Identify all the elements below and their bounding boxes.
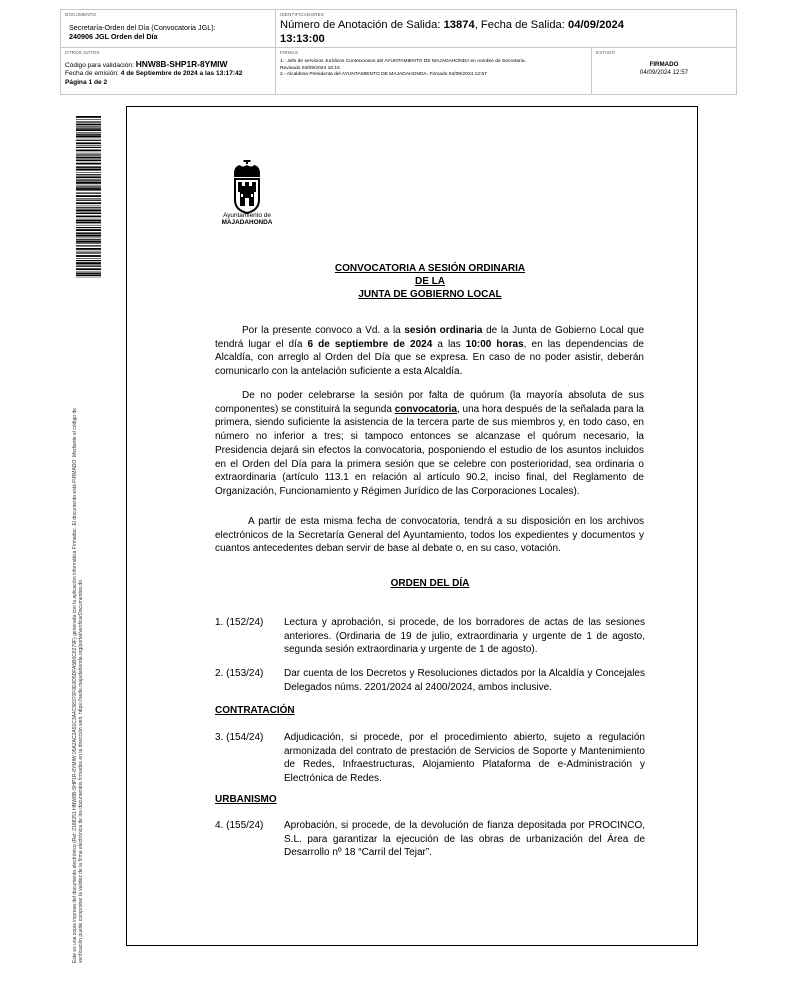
p1-sesion: sesión ordinaria xyxy=(404,325,483,336)
agenda-item xyxy=(215,616,645,661)
logo-caption xyxy=(212,212,282,227)
validation-code: HNW8B-SHP1R-8YMIW xyxy=(135,59,228,69)
paragraph-quorum xyxy=(215,389,644,499)
logo-line2: MAJADAHONDA xyxy=(221,219,273,227)
agenda-item-number: 3. (154/24) xyxy=(215,732,264,743)
paragraph-archivos xyxy=(215,515,644,556)
estado-status: FIRMADO xyxy=(649,61,679,68)
anotacion-prefix: Número de Anotación de Salida: xyxy=(280,19,444,31)
agenda-item-text: Lectura y aprobación, si procede, de los borradores de actas de las sesiones anteriores. (Ordinaria de 19 de julio, extraordinaria y urgente de 1 de agosto, segunda sesión extraordinaria y urgente de 1 de agosto). xyxy=(284,617,645,655)
title-line1: CONVOCATORIA A SESIÓN ORDINARIA xyxy=(334,263,526,274)
section-urbanismo: URBANISMO xyxy=(215,794,277,805)
anotacion-fecha: 04/09/2024 xyxy=(568,19,624,31)
p1-fecha: 6 de septiembre de 2024 xyxy=(307,338,433,350)
anotacion-salida xyxy=(280,18,730,46)
firma-1-revisado: Revisado 04/09/2024 10:15 xyxy=(280,65,340,71)
emision-label: Fecha de emisión: xyxy=(65,70,121,78)
page-count: Página 1 de 2 xyxy=(65,78,108,86)
documento-line1: Secretaría-Orden del Día (Convocatoria JGL): xyxy=(69,23,216,32)
paragraph-convocatoria xyxy=(215,324,644,379)
agenda-item-text: Dar cuenta de los Decretos y Resoluciones dictados por la Alcaldía y Concejales Delegados núms. 2201/2024 al 2400/2024, ambos inclusive. xyxy=(284,668,645,693)
identificadores-label: IDENTIFICADORES xyxy=(280,12,325,17)
verification-side-note xyxy=(72,293,84,963)
estado-label: ESTADO xyxy=(596,50,616,55)
estado-cell xyxy=(592,48,736,94)
p1-c: de la Junta de Gobierno Local que tendrá lugar el día xyxy=(215,325,645,350)
p1-e: a las xyxy=(432,338,466,350)
agenda-item-number: 4. (155/24) xyxy=(215,820,264,831)
estado-fecha: 04/09/2024 12:57 xyxy=(639,69,689,76)
firmas-cell xyxy=(276,48,592,94)
side-note-line2: verificación puede comprobar la validez de la firma electrónica de los documentos firmados en la dirección web: https://sede.majadahonda.org/portal/verificarDocumentos.do xyxy=(78,580,85,963)
p2-convocatoria: convocatoria xyxy=(394,403,457,415)
identificadores-cell xyxy=(276,10,736,48)
documento-line2: 240906 JGL Orden del Día xyxy=(69,32,158,41)
section-contratacion: CONTRATACIÓN xyxy=(215,705,295,716)
p2-a: De no poder celebrarse la sesión por falta de quórum (la mayoría absoluta de sus componentes) se constituirá la segunda xyxy=(215,390,644,415)
anotacion-mid: , Fecha de Salida: xyxy=(474,19,568,31)
side-note-line1: Este es una copia impresa del documento electrónico (Ref: 2188251 HNW8B-SHP1R-8YMIW 05A2AC2A51C3A4C98370F0E0D5DFA5B0C8279F) generada con la aplicación informática Firmadoc. El documento está FIRMADO. Mediante el código de xyxy=(72,407,78,963)
codigo-label: Código para validación: xyxy=(65,62,136,69)
agenda-item xyxy=(215,819,645,863)
agenda-item-number: 1. (152/24) xyxy=(215,617,264,628)
firma-2: 2.- Alcaldesa Presidenta del AYUNTAMIENTO DE MAJADAHONDA. Firmado 04/09/2024 12:57 xyxy=(280,72,487,78)
otros-label: OTROS DATOS xyxy=(65,50,100,55)
agenda-item xyxy=(215,731,645,787)
barcode xyxy=(76,116,101,278)
logo-line1: Ayuntamiento de xyxy=(223,212,271,219)
p3-text: A partir de esta misma fecha de convocatoria, tendrá a su disposición en los archivos electrónicos de la Secretaría General del Ayuntamiento, todos los expedientes y documentos y cuantos antecedentes deban servir de base al debate o, en su caso, votación. xyxy=(215,516,644,555)
document-header xyxy=(60,9,737,95)
documento-label: DOCUMENTO xyxy=(65,12,97,17)
firmas-label: FIRMAS xyxy=(280,50,299,55)
title-line3: JUNTA DE GOBIERNO LOCAL xyxy=(358,289,502,300)
otros-datos-cell xyxy=(61,48,276,94)
p1-a: Por la presente convoco a Vd. a la xyxy=(242,325,405,336)
agenda-item-text: Aprobación, si procede, de la devolución de fianza depositada por PROCINCO, S.L. para garantizar la ejecución de las obras de urbanización del Área de Desarrollo nº 18 “Carril del Tejar”. xyxy=(284,820,645,858)
document-title xyxy=(215,262,645,301)
p2-c: , una hora después de la señalada para la primera, siendo suficiente la asistencia de la tercera parte de sus miembros y, en todo caso, en número no inferior a tres; si tampoco entonces se alcanzase el quórum necesario, la Presidencia dejará sin efectos la convocatoria, posponiendo el estudio de los asuntos incluidos en el Orden del Día para la primera sesión que se celebre con posterioridad, sea ordinaria o extraordinaria (artículo 113.1 en relación al artículo 90.2, inciso final, del Reglamento de Organización, Funcionamiento y Régimen Jurídico de las Corporaciones Locales). xyxy=(215,403,644,497)
title-line2: DE LA xyxy=(415,276,445,287)
agenda-item-number: 2. (153/24) xyxy=(215,668,264,679)
orden-del-dia-title: ORDEN DEL DÍA xyxy=(390,578,470,589)
anotacion-num: 13874 xyxy=(443,19,475,31)
firma-1: 1.- Jefe de servicios Jurídicos Contenciosos del AYUNTAMIENTO DE MAJADAHONDA en nombre de Secretaría. xyxy=(280,59,526,64)
agenda-item xyxy=(215,667,645,697)
p1-g: , en las dependencias de Alcaldía, con arreglo al Orden del Día que se expresa. En caso de no poder asistir, deberán comunicarlo con la antelación suficiente a esta Alcaldía. xyxy=(215,338,644,378)
documento-cell xyxy=(61,10,276,48)
p1-hora: 10:00 horas xyxy=(465,338,524,350)
emision-date: 4 de Septiembre de 2024 a las 13:17:42 xyxy=(120,70,243,78)
agenda-item-text: Adjudicación, si procede, por el procedimiento abierto, sujeto a regulación armonizada del contrato de prestación de Servicios de Soporte y Mantenimiento de Redes, Infraestructuras, Alojamiento Plataforma de e-Administración y Electrónica de Redes. xyxy=(284,732,645,784)
anotacion-hora: 13:13:00 xyxy=(280,33,325,45)
